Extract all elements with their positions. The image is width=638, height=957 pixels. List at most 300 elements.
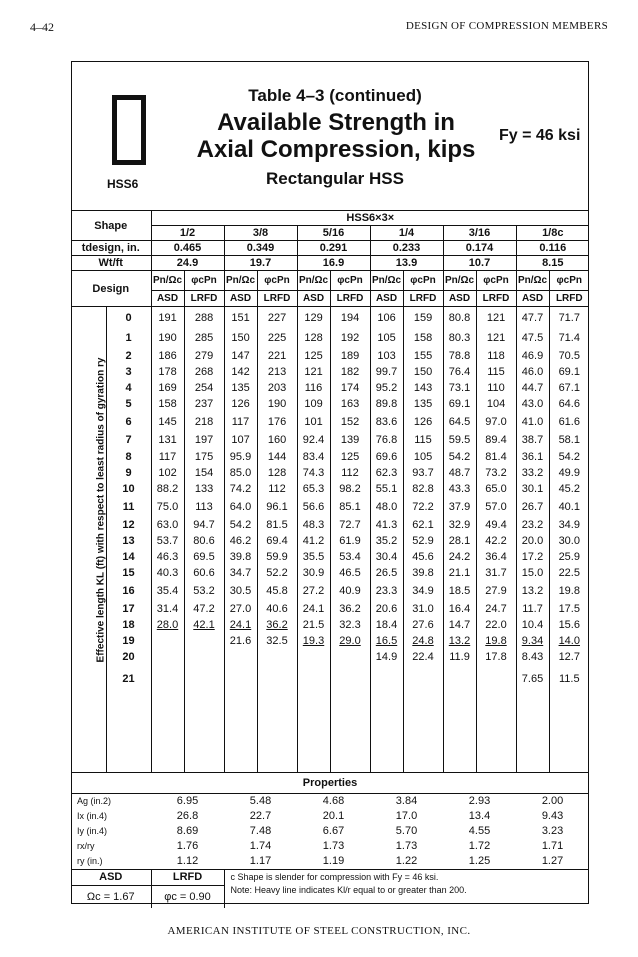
lrfd-header: LRFD [476, 291, 516, 307]
strength-value: 85.1 [330, 497, 370, 517]
kl-row [71, 517, 589, 533]
strength-value: 133 [184, 481, 224, 497]
title-line-2: Axial Compression, kips [196, 136, 476, 163]
asd-strength-header: Pn/Ωc [370, 271, 403, 291]
tdesign-value: 0.349 [224, 241, 297, 256]
strength-value: 36.2 [330, 601, 370, 617]
property-value: 1.25 [468, 855, 491, 867]
property-value: 1.27 [541, 855, 564, 867]
kl-row [71, 348, 589, 364]
strength-value [151, 633, 184, 649]
strength-value: 15.0 [516, 565, 549, 581]
strength-value: 288 [184, 307, 224, 329]
kl-row [71, 328, 589, 348]
weight-value: 13.9 [370, 256, 443, 271]
strength-value: 71.7 [549, 307, 589, 329]
thickness-value: 3/16 [443, 226, 516, 241]
strength-value: 30.9 [297, 565, 330, 581]
strength-value: 54.2 [549, 448, 589, 464]
strength-value: 117 [151, 448, 184, 464]
kl-value: 17 [106, 601, 151, 617]
strength-value: 125 [297, 348, 330, 364]
strength-value: 194 [330, 307, 370, 329]
strength-value: 254 [184, 380, 224, 396]
strength-value: 22.0 [476, 617, 516, 633]
strength-value: 106 [370, 307, 403, 329]
strength-value: 36.2 [257, 617, 297, 633]
strength-value: 52.9 [403, 533, 443, 549]
strength-value: 11.9 [443, 649, 476, 665]
strength-value [370, 692, 403, 773]
strength-value: 61.6 [549, 412, 589, 432]
strength-value: 60.6 [184, 565, 224, 581]
strength-value: 34.9 [549, 517, 589, 533]
weight-value: 19.7 [224, 256, 297, 271]
strength-value: 25.9 [549, 549, 589, 565]
kl-value: 11 [106, 497, 151, 517]
tdesign-value: 0.116 [516, 241, 589, 256]
filler-row [71, 692, 589, 773]
strength-value: 107 [224, 432, 257, 448]
strength-value: 62.3 [370, 465, 403, 481]
property-label: Ix (in.4) [77, 811, 108, 821]
kl-row [71, 581, 589, 601]
property-value: 1.73 [395, 840, 418, 852]
strength-value: 80.3 [443, 328, 476, 348]
kl-row [71, 364, 589, 380]
property-value: 4.55 [468, 825, 491, 837]
strength-value [403, 666, 443, 692]
strength-value [224, 649, 257, 665]
strength-value [184, 633, 224, 649]
kl-value: 13 [106, 533, 151, 549]
strength-value: 46.0 [516, 364, 549, 380]
strength-value: 89.8 [370, 396, 403, 412]
strength-value: 17.5 [549, 601, 589, 617]
strength-value [476, 666, 516, 692]
strength-value: 40.1 [549, 497, 589, 517]
strength-value: 17.2 [516, 549, 549, 565]
kl-value: 16 [106, 581, 151, 601]
shape-type: Rectangular HSS [266, 169, 404, 188]
lrfd-header: LRFD [549, 291, 589, 307]
strength-value: 72.7 [330, 517, 370, 533]
strength-value: 53.4 [330, 549, 370, 565]
strength-value: 46.5 [330, 565, 370, 581]
thickness-value: 1/4 [370, 226, 443, 241]
strength-value: 23.2 [516, 517, 549, 533]
strength-value: 139 [330, 432, 370, 448]
strength-value: 126 [403, 412, 443, 432]
strength-value: 155 [403, 348, 443, 364]
kl-value [106, 692, 151, 773]
strength-value: 81.5 [257, 517, 297, 533]
properties-label: Properties [71, 772, 589, 793]
strength-value: 102 [151, 465, 184, 481]
lrfd-strength-header: φcPn [476, 271, 516, 291]
strength-value: 143 [403, 380, 443, 396]
running-header: DESIGN OF COMPRESSION MEMBERS [405, 20, 608, 32]
strength-value [151, 666, 184, 692]
strength-value: 169 [151, 380, 184, 396]
kl-row [71, 549, 589, 565]
strength-value: 32.5 [257, 633, 297, 649]
strength-value: 129 [297, 307, 330, 329]
kl-value: 20 [106, 649, 151, 665]
kl-row [71, 649, 589, 665]
strength-value: 26.5 [370, 565, 403, 581]
strength-value: 69.6 [370, 448, 403, 464]
strength-value: 78.8 [443, 348, 476, 364]
strength-value: 151 [224, 307, 257, 329]
strength-value: 98.2 [330, 481, 370, 497]
strength-value: 126 [224, 396, 257, 412]
thickness-value: 3/8 [224, 226, 297, 241]
lrfd-strength-header: φcPn [403, 271, 443, 291]
strength-value: 41.0 [516, 412, 549, 432]
asd-label: ASD [71, 869, 151, 885]
property-row [71, 854, 589, 870]
strength-value: 40.9 [330, 581, 370, 601]
strength-value: 163 [330, 396, 370, 412]
rectangular-hss-icon [112, 95, 146, 165]
property-value: 2.93 [443, 793, 516, 809]
strength-value: 174 [330, 380, 370, 396]
property-value: 22.7 [249, 810, 272, 822]
strength-value: 115 [403, 432, 443, 448]
property-row [71, 793, 589, 809]
strength-value: 21.5 [297, 617, 330, 633]
asd-strength-header: Pn/Ωc [443, 271, 476, 291]
strength-value: 32.3 [330, 617, 370, 633]
slender-note: c Shape is slender for compression with Fy = 46 ksi. [224, 869, 589, 885]
asd-header: ASD [297, 291, 330, 307]
strength-value: 121 [476, 307, 516, 329]
property-value: 8.69 [176, 825, 199, 837]
strength-value: 69.5 [184, 549, 224, 565]
strength-value: 44.7 [516, 380, 549, 396]
strength-value: 73.1 [443, 380, 476, 396]
property-value: 1.73 [322, 840, 345, 852]
strength-value: 109 [297, 396, 330, 412]
asd-header: ASD [370, 291, 403, 307]
strength-value: 85.0 [224, 465, 257, 481]
strength-value: 117 [224, 412, 257, 432]
lrfd-strength-header: φcPn [330, 271, 370, 291]
strength-value: 67.1 [549, 380, 589, 396]
strength-value: 97.0 [476, 412, 516, 432]
strength-value: 92.4 [297, 432, 330, 448]
strength-value: 21.1 [443, 565, 476, 581]
strength-value: 112 [330, 465, 370, 481]
strength-value: 39.8 [224, 549, 257, 565]
strength-value [257, 649, 297, 665]
strength-value: 55.1 [370, 481, 403, 497]
strength-value: 48.3 [297, 517, 330, 533]
strength-value: 24.1 [297, 601, 330, 617]
strength-value: 74.3 [297, 465, 330, 481]
lrfd-strength-header: φcPn [257, 271, 297, 291]
kl-row [71, 432, 589, 448]
strength-value [257, 692, 297, 773]
strength-value: 41.2 [297, 533, 330, 549]
property-row [71, 824, 589, 839]
property-value: 5.70 [395, 825, 418, 837]
strength-value: 35.5 [297, 549, 330, 565]
strength-value: 190 [257, 396, 297, 412]
strength-value: 74.2 [224, 481, 257, 497]
strength-value: 45.6 [403, 549, 443, 565]
property-value: 3.23 [541, 825, 564, 837]
strength-value: 115 [476, 364, 516, 380]
strength-value: 48.7 [443, 465, 476, 481]
page-footer: AMERICAN INSTITUTE OF STEEL CONSTRUCTION, INC. [167, 925, 471, 937]
strength-value: 35.2 [370, 533, 403, 549]
strength-value: 150 [403, 364, 443, 380]
strength-value: 70.5 [549, 348, 589, 364]
strength-value: 45.8 [257, 581, 297, 601]
strength-value: 46.9 [516, 348, 549, 364]
strength-value: 17.8 [476, 649, 516, 665]
strength-value: 178 [151, 364, 184, 380]
strength-value: 36.1 [516, 448, 549, 464]
factor-row-2 [71, 885, 589, 908]
strength-value: 28.1 [443, 533, 476, 549]
kl-value: 10 [106, 481, 151, 497]
strength-value: 135 [403, 396, 443, 412]
strength-value: 59.5 [443, 432, 476, 448]
strength-value: 128 [257, 465, 297, 481]
kl-value: 18 [106, 617, 151, 633]
strength-value: 80.8 [443, 307, 476, 329]
tdesign-value: 0.174 [443, 241, 516, 256]
factor-row-1 [71, 869, 589, 885]
header-row-design [71, 271, 589, 291]
strength-value: 89.4 [476, 432, 516, 448]
strength-value: 65.3 [297, 481, 330, 497]
strength-value: 21.6 [224, 633, 257, 649]
strength-value: 30.1 [516, 481, 549, 497]
strength-value: 145 [151, 412, 184, 432]
strength-value: 30.4 [370, 549, 403, 565]
kl-value: 15 [106, 565, 151, 581]
kl-value: 9 [106, 465, 151, 481]
strength-value [151, 649, 184, 665]
strength-value: 75.0 [151, 497, 184, 517]
strength-value: 99.7 [370, 364, 403, 380]
icon-label: HSS6 [107, 177, 139, 191]
kl-row [71, 380, 589, 396]
lrfd-header: LRFD [330, 291, 370, 307]
strength-value: 213 [257, 364, 297, 380]
strength-value: 105 [370, 328, 403, 348]
strength-value: 69.1 [549, 364, 589, 380]
strength-value: 41.3 [370, 517, 403, 533]
strength-value: 83.4 [297, 448, 330, 464]
asd-header: ASD [224, 291, 257, 307]
strength-value: 16.5 [370, 633, 403, 649]
strength-value: 29.0 [330, 633, 370, 649]
weight-label: Wt/ft [71, 256, 151, 271]
strength-value: 64.6 [549, 396, 589, 412]
thickness-value: 5/16 [297, 226, 370, 241]
strength-value: 225 [257, 328, 297, 348]
strength-value: 33.2 [516, 465, 549, 481]
lrfd-factor: φc = 0.90 [151, 885, 224, 908]
strength-value: 128 [297, 328, 330, 348]
strength-value: 56.6 [297, 497, 330, 517]
kl-row [71, 601, 589, 617]
strength-value: 20.0 [516, 533, 549, 549]
strength-value: 22.4 [403, 649, 443, 665]
kl-value: 12 [106, 517, 151, 533]
strength-value: 158 [403, 328, 443, 348]
strength-value: 43.0 [516, 396, 549, 412]
property-value: 2.00 [516, 793, 589, 809]
header-row-shape [71, 211, 589, 226]
strength-value: 18.5 [443, 581, 476, 601]
strength-value: 24.1 [224, 617, 257, 633]
strength-value: 76.4 [443, 364, 476, 380]
strength-value: 131 [151, 432, 184, 448]
property-value: 1.76 [176, 840, 199, 852]
strength-value [330, 666, 370, 692]
strength-value: 121 [297, 364, 330, 380]
kl-row [71, 396, 589, 412]
strength-value [330, 649, 370, 665]
strength-value: 203 [257, 380, 297, 396]
property-row [71, 839, 589, 854]
strength-value: 46.3 [151, 549, 184, 565]
weight-value: 24.9 [151, 256, 224, 271]
strength-value: 81.4 [476, 448, 516, 464]
strength-value: 80.6 [184, 533, 224, 549]
strength-value: 30.5 [224, 581, 257, 601]
strength-value: 18.4 [370, 617, 403, 633]
strength-value: 42.2 [476, 533, 516, 549]
kl-row [71, 497, 589, 517]
kl-value: 21 [106, 666, 151, 692]
strength-value: 192 [330, 328, 370, 348]
kl-row [71, 565, 589, 581]
strength-value [184, 666, 224, 692]
strength-value: 221 [257, 348, 297, 364]
title-line-1: Available Strength in [217, 109, 455, 136]
strength-value: 13.2 [443, 633, 476, 649]
kl-value: 3 [106, 364, 151, 380]
tdesign-label: tdesign, in. [71, 241, 151, 256]
kl-value: 19 [106, 633, 151, 649]
strength-value: 27.0 [224, 601, 257, 617]
strength-value: 160 [257, 432, 297, 448]
lrfd-strength-header: φcPn [549, 271, 589, 291]
strength-value: 34.9 [403, 581, 443, 601]
strength-value: 71.4 [549, 328, 589, 348]
strength-value: 118 [476, 348, 516, 364]
strength-value: 54.2 [443, 448, 476, 464]
tdesign-value: 0.465 [151, 241, 224, 256]
strength-value: 142 [224, 364, 257, 380]
heavy-line-note: Note: Heavy line indicates Kl/r equal to or greater than 200. [224, 885, 589, 908]
property-row [71, 809, 589, 824]
page-number: 4–42 [30, 20, 54, 34]
asd-strength-header: Pn/Ωc [297, 271, 330, 291]
strength-value: 152 [330, 412, 370, 432]
weight-value: 10.7 [443, 256, 516, 271]
strength-value: 191 [151, 307, 184, 329]
kl-row [71, 307, 589, 329]
strength-value: 14.0 [549, 633, 589, 649]
shape-name: HSS6×3× [151, 211, 589, 226]
strength-value: 22.5 [549, 565, 589, 581]
strength-value: 37.9 [443, 497, 476, 517]
kl-row [71, 533, 589, 549]
asd-strength-header: Pn/Ωc [224, 271, 257, 291]
strength-value: 39.8 [403, 565, 443, 581]
kl-value: 4 [106, 380, 151, 396]
strength-value: 12.7 [549, 649, 589, 665]
strength-value [549, 692, 589, 773]
strength-value: 175 [184, 448, 224, 464]
thickness-value: 1/8c [516, 226, 589, 241]
strength-value: 186 [151, 348, 184, 364]
strength-value: 46.2 [224, 533, 257, 549]
strength-value: 197 [184, 432, 224, 448]
strength-value: 27.6 [403, 617, 443, 633]
strength-value: 11.5 [549, 666, 589, 692]
strength-value: 88.2 [151, 481, 184, 497]
strength-value: 24.7 [476, 601, 516, 617]
property-value: 1.74 [249, 840, 272, 852]
strength-value: 69.1 [443, 396, 476, 412]
strength-value: 82.8 [403, 481, 443, 497]
kl-value: 0 [106, 307, 151, 329]
strength-value: 158 [151, 396, 184, 412]
property-label: ry (in.) [77, 856, 103, 866]
strength-value [257, 666, 297, 692]
strength-value: 182 [330, 364, 370, 380]
kl-row [71, 633, 589, 649]
strength-value [443, 692, 476, 773]
kl-row [71, 666, 589, 692]
property-value: 20.1 [322, 810, 345, 822]
strength-value: 57.0 [476, 497, 516, 517]
strength-value: 147 [224, 348, 257, 364]
weight-value: 8.15 [516, 256, 589, 271]
property-value: 3.84 [370, 793, 443, 809]
kl-value: 1 [106, 328, 151, 348]
strength-value: 32.9 [443, 517, 476, 533]
strength-value [184, 692, 224, 773]
property-label: Ag (in.2) [71, 793, 151, 809]
strength-value: 76.8 [370, 432, 403, 448]
lrfd-header: LRFD [184, 291, 224, 307]
table-subtitle: Table 4–3 (continued) [248, 86, 422, 105]
strength-value: 65.0 [476, 481, 516, 497]
property-label: Iy (in.4) [77, 826, 108, 836]
strength-value: 104 [476, 396, 516, 412]
asd-strength-header: Pn/Ωc [151, 271, 184, 291]
asd-header: ASD [516, 291, 549, 307]
strength-value: 96.1 [257, 497, 297, 517]
strength-value: 30.0 [549, 533, 589, 549]
strength-value: 64.5 [443, 412, 476, 432]
table-title [170, 109, 502, 163]
strength-value: 144 [257, 448, 297, 464]
strength-value: 49.4 [476, 517, 516, 533]
property-value: 6.95 [151, 793, 224, 809]
property-value: 1.72 [468, 840, 491, 852]
